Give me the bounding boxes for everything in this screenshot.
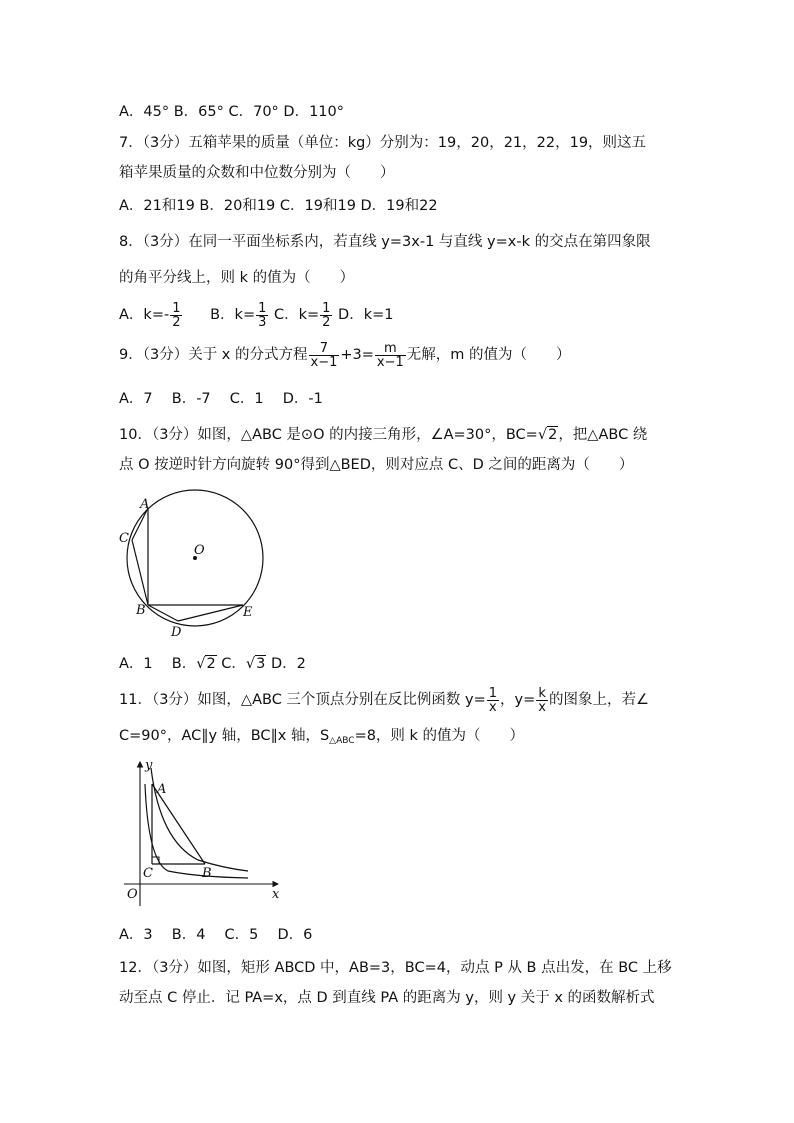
q10-stem-line1-pre: 10．（3分）如图，△ABC 是⊙O 的内接三角形，∠A=30°，BC=	[119, 427, 538, 443]
label-b: B	[136, 603, 146, 618]
q8-option-a-fraction: $\frac{1}{2}$	[172, 300, 181, 330]
q6-options: A．45° B．65° C．70° D．110°	[119, 104, 345, 120]
q9-fraction-7: $\frac{7}{x-1}$	[310, 340, 338, 370]
q10-stem-line1-post: ，把△ABC 绕	[558, 427, 648, 443]
label-c: C	[143, 866, 153, 881]
label-y: y	[145, 758, 153, 773]
q11-stem-line1-pre: 11．（3分）如图，△ABC 三个顶点分别在反比例函数 y=	[119, 692, 486, 708]
q12-stem-line2: 动至点 C 停止．记 PA=x，点 D 到直线 PA 的距离为 y，则 y 关于 x 的函数解析式	[119, 990, 655, 1006]
q11-fraction-1-over-x: $\frac{1}{x}$	[488, 685, 498, 715]
q10-stem-line1	[119, 425, 647, 445]
label-d: D	[171, 625, 182, 640]
q10-sqrt2: √2	[537, 427, 558, 443]
segment-de	[178, 605, 243, 621]
label-x: x	[272, 887, 280, 902]
segment-cb	[132, 540, 148, 605]
q10-stem-line2: 点 O 按逆时针方向旋转 90°得到△BED，则对应点 C、D 之间的距离为（ ）	[119, 457, 634, 473]
q8-option-b-fraction: $\frac{1}{3}$	[258, 300, 267, 330]
q10-circle-figure	[112, 488, 272, 640]
q11-stem-line1-post: 的图象上，若∠	[548, 692, 649, 708]
q11-fraction-k-over-x: $\frac{k}{x}$	[538, 685, 546, 715]
q11-hyperbola-figure	[118, 756, 286, 912]
q8-option-c: C．k=	[273, 307, 320, 323]
q11-options: A．3 B．4 C．5 D．6	[119, 927, 313, 943]
q12-stem-line1: 12．（3分）如图，矩形 ABCD 中，AB=3，BC=4，动点 P 从 B 点出发，在 BC 上移	[119, 960, 672, 976]
segment-ac	[132, 508, 148, 540]
q8-options	[119, 298, 393, 332]
q7-stem-line1: 7．（3分）五箱苹果的质量（单位：kg）分别为：19，20，21，22，19，则这五	[119, 135, 647, 151]
q10-options	[119, 654, 306, 674]
q8-stem-line2: 的角平分线上，则 k 的值为（ ）	[119, 270, 355, 286]
label-o: O	[194, 543, 205, 558]
q10-option-b-sqrt2: √2	[196, 656, 216, 672]
q7-stem-line2: 箱苹果质量的众数和中位数分别为（ ）	[119, 165, 395, 181]
q7-options: A．21和19 B．20和19 C．19和19 D．19和22	[119, 198, 438, 214]
q10-option-a-b: A．1 B．	[119, 656, 197, 672]
label-o: O	[127, 887, 138, 902]
q9-stem-pre: 9．（3分）关于 x 的分式方程	[119, 347, 308, 363]
label-c: C	[119, 531, 129, 546]
q10-option-c-sqrt3: √3	[245, 656, 266, 672]
q11-stem-line2	[119, 726, 524, 751]
q11-area-subscript: △ABC	[329, 736, 355, 746]
label-a: A	[140, 497, 150, 512]
q8-option-b: B．k=	[210, 307, 256, 323]
q9-fraction-m: $\frac{m}{x-1}$	[376, 340, 404, 370]
q8-option-a: A．k=-	[119, 307, 170, 323]
q9-stem	[119, 338, 570, 372]
label-a: A	[157, 782, 167, 797]
q11-stem-line2-pre: C=90°，AC∥y 轴，BC∥x 轴，S	[119, 728, 330, 744]
q9-options: A．7 B．-7 C．1 D．-1	[119, 391, 323, 407]
q8-stem-line1: 8．（3分）在同一平面坐标系内，若直线 y=3x-1 与直线 y=x-k 的交点在第四象限	[119, 234, 651, 250]
q9-stem-mid: +3=	[340, 347, 374, 363]
q9-stem-post: 无解，m 的值为（ ）	[406, 347, 571, 363]
q10-option-d: D．2	[266, 656, 306, 672]
q10-option-c: C．	[216, 656, 246, 672]
q8-option-c-fraction: $\frac{1}{2}$	[322, 300, 331, 330]
q11-stem-line2-post: =8，则 k 的值为（ ）	[354, 728, 525, 744]
label-e: E	[243, 605, 253, 620]
q8-option-d: D．k=1	[338, 307, 394, 323]
q11-stem-line1	[119, 683, 649, 717]
q11-stem-line1-mid: ，y=	[500, 692, 536, 708]
label-b: B	[202, 866, 212, 881]
